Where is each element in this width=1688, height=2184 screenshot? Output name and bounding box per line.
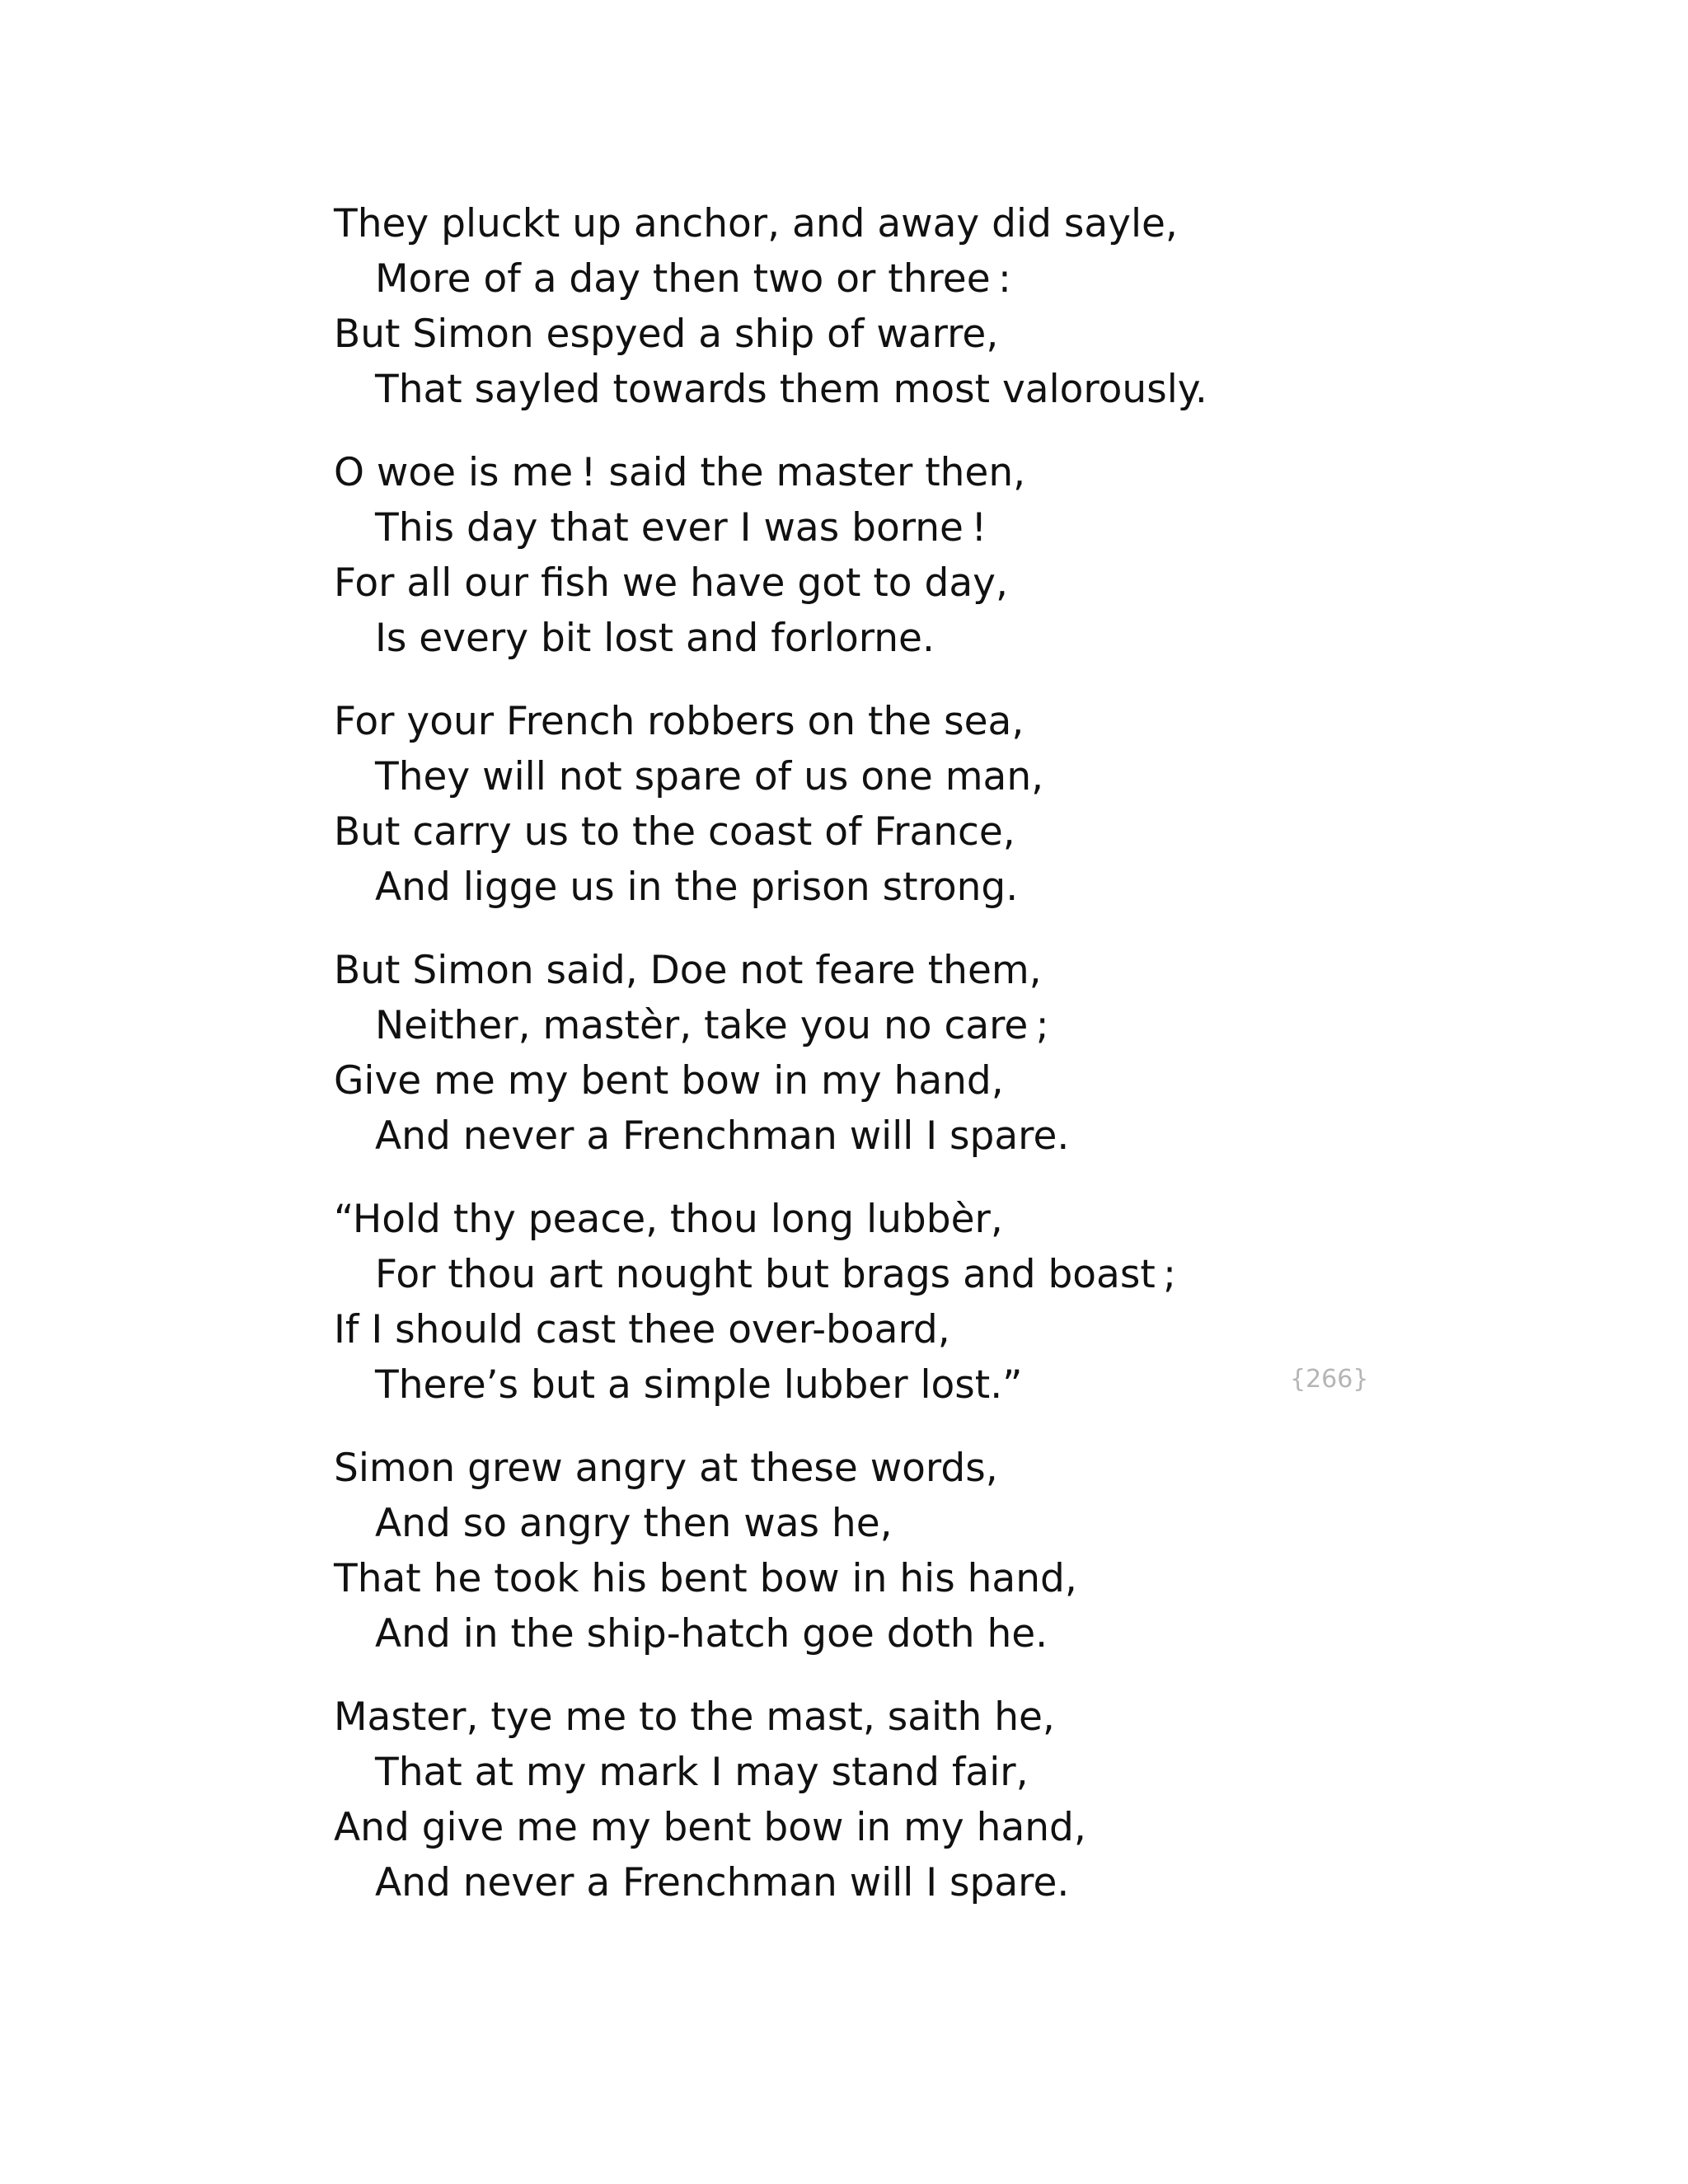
poem-line: And so angry then was he, — [375, 1501, 893, 1546]
poem-line: Is every bit lost and forlorne. — [375, 616, 935, 661]
poem-line: “Hold thy peace, thou long lubbèr, — [334, 1197, 1003, 1242]
poem-line: Neither, mastèr, take you no care ; — [375, 1003, 1049, 1048]
poem-line: If I should cast thee over-board, — [334, 1307, 950, 1352]
poem-line: More of a day then two or three : — [375, 256, 1011, 302]
poem-line: There’s but a simple lubber lost.” — [375, 1362, 1023, 1408]
stanza — [334, 943, 1323, 1164]
page-number: {266} — [1290, 1365, 1369, 1394]
poem-line: Master, tye me to the mast, saith he, — [334, 1694, 1055, 1740]
poem-line: For your French robbers on the sea, — [334, 699, 1025, 744]
poem-line: That he took his bent bow in his hand, — [334, 1556, 1077, 1601]
poem-line: And never a Frenchman will I spare. — [375, 1860, 1070, 1905]
stanza — [334, 445, 1323, 666]
poem-line: That at my mark I may stand fair, — [375, 1750, 1029, 1795]
poem-line: They pluckt up anchor, and away did sayle, — [334, 201, 1178, 246]
poem-line: For all our fish we have got to day, — [334, 560, 1008, 606]
poem-line: And ligge us in the prison strong. — [375, 865, 1019, 910]
stanza — [334, 694, 1323, 915]
stanza — [334, 1192, 1323, 1413]
stanza — [334, 1441, 1323, 1661]
poem-line: And in the ship-hatch goe doth he. — [375, 1611, 1048, 1657]
poem-line: But Simon espyed a ship of warre, — [334, 312, 999, 357]
poem-line: And never a Frenchman will I spare. — [375, 1113, 1070, 1159]
poem-line: Simon grew angry at these words, — [334, 1446, 998, 1491]
poem-line: Give me my bent bow in my hand, — [334, 1058, 1004, 1104]
poem-line: And give me my bent bow in my hand, — [334, 1805, 1086, 1850]
poem-line: But carry us to the coast of France, — [334, 809, 1015, 855]
poem-line: This day that ever I was borne ! — [375, 505, 987, 551]
poem-line: For thou art nought but brags and boast ; — [375, 1252, 1176, 1297]
poem-line: That sayled towards them most valorously. — [375, 367, 1207, 412]
poem-line: They will not spare of us one man, — [375, 754, 1044, 799]
stanza — [334, 1690, 1323, 1910]
poem-body — [334, 196, 1323, 1938]
poem-line: But Simon said, Doe not feare them, — [334, 948, 1042, 993]
stanza — [334, 196, 1323, 417]
poem-line: O woe is me ! said the master then, — [334, 450, 1026, 495]
